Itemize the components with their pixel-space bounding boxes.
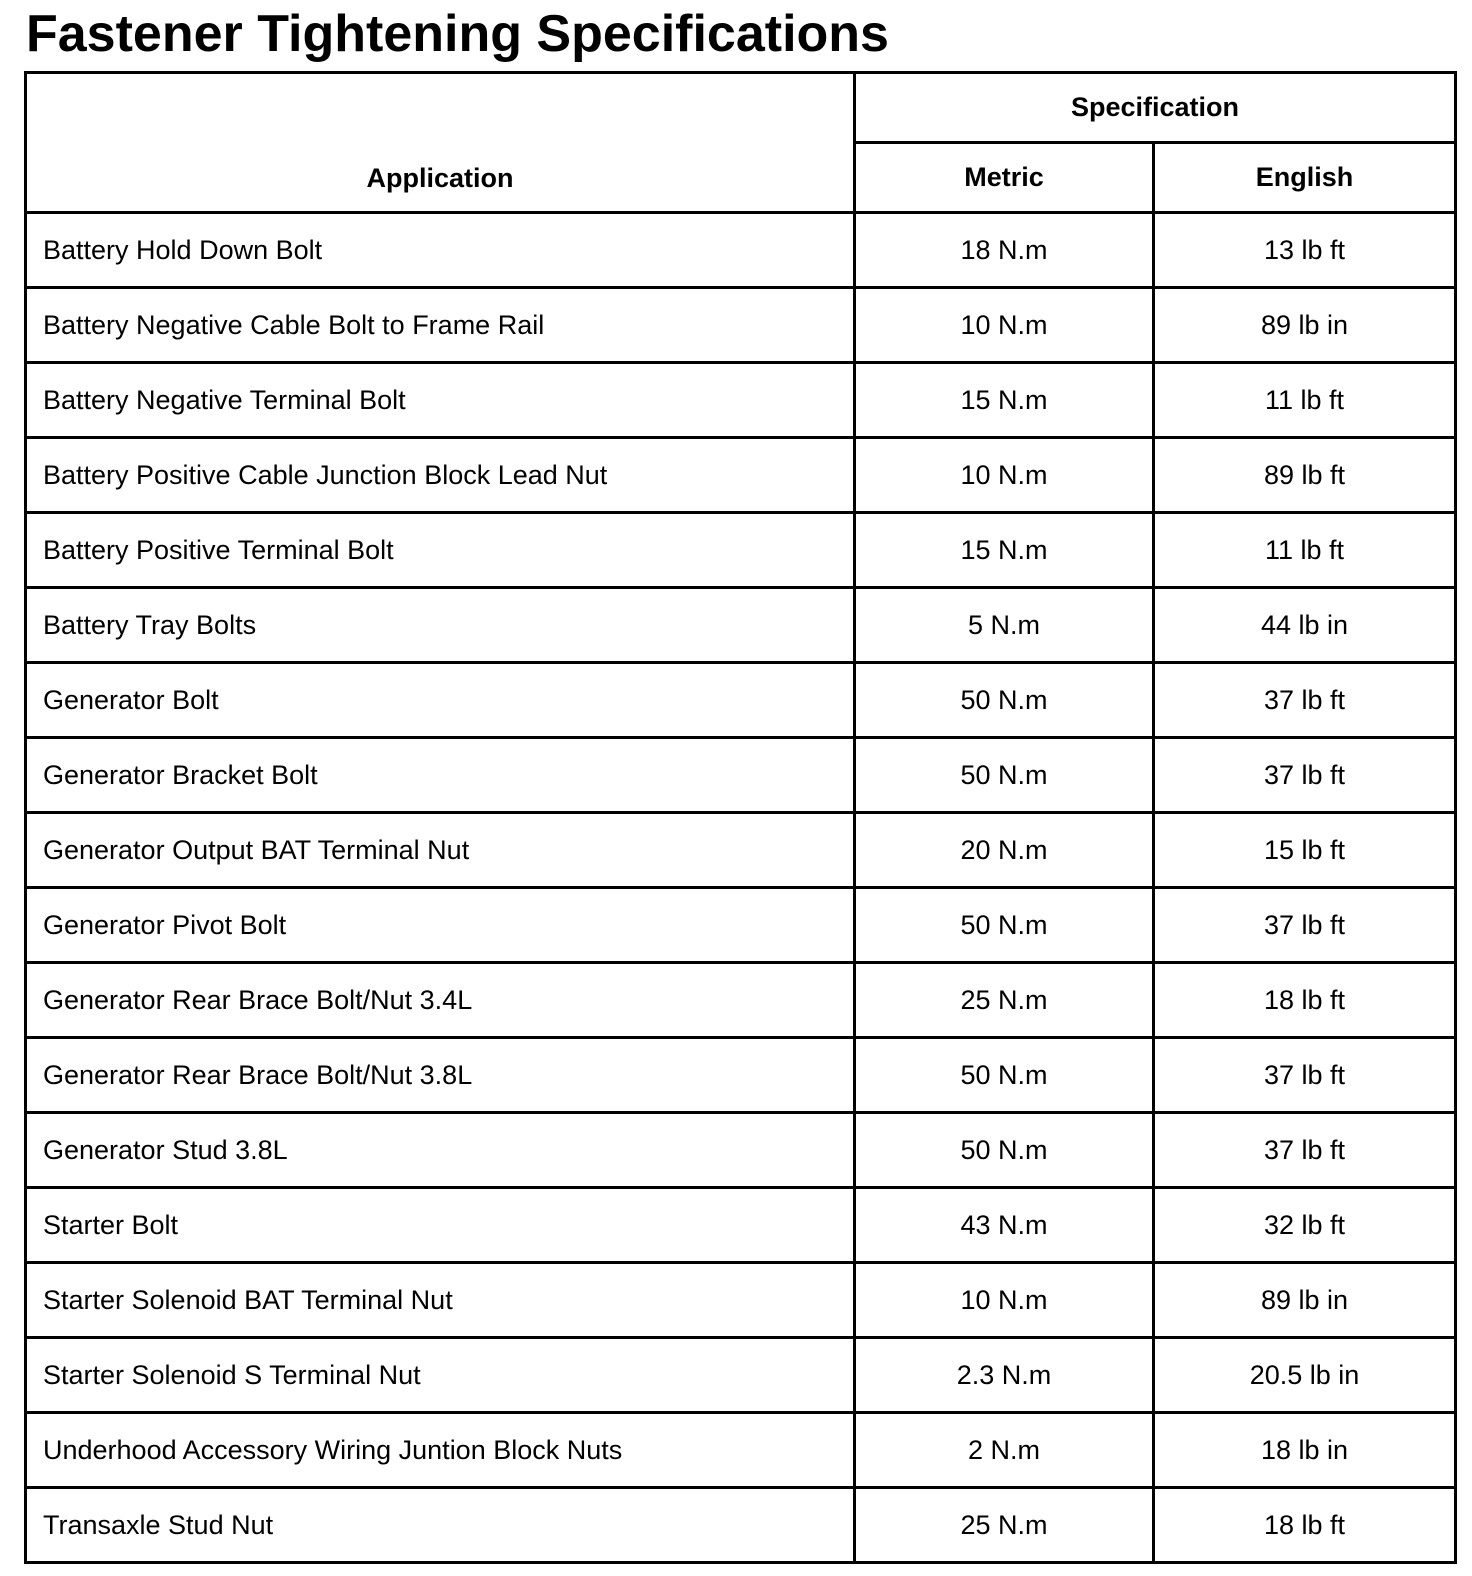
cell-metric: 43 N.m — [855, 1188, 1154, 1263]
table-row — [26, 588, 1456, 663]
cell-english: 89 lb in — [1154, 288, 1456, 363]
cell-metric: 50 N.m — [855, 888, 1154, 963]
cell-english: 44 lb in — [1154, 588, 1456, 663]
table-row — [26, 738, 1456, 813]
table-header — [26, 73, 1456, 213]
table-row — [26, 1188, 1456, 1263]
column-header-english: English — [1154, 143, 1456, 213]
cell-application: Generator Rear Brace Bolt/Nut 3.8L — [26, 1038, 855, 1113]
column-header-metric: Metric — [855, 143, 1154, 213]
cell-application: Generator Stud 3.8L — [26, 1113, 855, 1188]
cell-application: Transaxle Stud Nut — [26, 1488, 855, 1563]
cell-english: 37 lb ft — [1154, 1038, 1456, 1113]
cell-application: Starter Solenoid S Terminal Nut — [26, 1338, 855, 1413]
cell-english: 37 lb ft — [1154, 738, 1456, 813]
cell-metric: 25 N.m — [855, 1488, 1154, 1563]
cell-metric: 10 N.m — [855, 438, 1154, 513]
header-row — [26, 73, 1456, 143]
cell-application: Battery Positive Cable Junction Block Lead Nut — [26, 438, 855, 513]
cell-application: Battery Positive Terminal Bolt — [26, 513, 855, 588]
cell-application: Battery Negative Terminal Bolt — [26, 363, 855, 438]
column-header-application: Application — [26, 73, 855, 213]
cell-application: Starter Bolt — [26, 1188, 855, 1263]
table-row — [26, 513, 1456, 588]
cell-metric: 2.3 N.m — [855, 1338, 1154, 1413]
cell-english: 32 lb ft — [1154, 1188, 1456, 1263]
cell-metric: 15 N.m — [855, 513, 1154, 588]
cell-metric: 50 N.m — [855, 738, 1154, 813]
table-row — [26, 438, 1456, 513]
cell-metric: 18 N.m — [855, 213, 1154, 288]
cell-english: 37 lb ft — [1154, 1113, 1456, 1188]
table-row — [26, 363, 1456, 438]
cell-metric: 25 N.m — [855, 963, 1154, 1038]
cell-metric: 20 N.m — [855, 813, 1154, 888]
cell-english: 11 lb ft — [1154, 513, 1456, 588]
table-row — [26, 888, 1456, 963]
cell-application: Generator Pivot Bolt — [26, 888, 855, 963]
cell-metric: 50 N.m — [855, 1038, 1154, 1113]
cell-application: Battery Negative Cable Bolt to Frame Rail — [26, 288, 855, 363]
cell-metric: 50 N.m — [855, 663, 1154, 738]
cell-english: 37 lb ft — [1154, 888, 1456, 963]
cell-english: 13 lb ft — [1154, 213, 1456, 288]
table-row — [26, 1263, 1456, 1338]
cell-metric: 50 N.m — [855, 1113, 1154, 1188]
cell-application: Generator Bracket Bolt — [26, 738, 855, 813]
table-row — [26, 813, 1456, 888]
cell-english: 18 lb ft — [1154, 1488, 1456, 1563]
cell-english: 89 lb ft — [1154, 438, 1456, 513]
cell-english: 18 lb ft — [1154, 963, 1456, 1038]
cell-metric: 15 N.m — [855, 363, 1154, 438]
table-row — [26, 213, 1456, 288]
table-row — [26, 1413, 1456, 1488]
table-row — [26, 1113, 1456, 1188]
cell-application: Battery Hold Down Bolt — [26, 213, 855, 288]
cell-metric: 10 N.m — [855, 1263, 1154, 1338]
table-row — [26, 288, 1456, 363]
cell-application: Generator Bolt — [26, 663, 855, 738]
cell-english: 11 lb ft — [1154, 363, 1456, 438]
cell-application: Generator Output BAT Terminal Nut — [26, 813, 855, 888]
cell-application: Battery Tray Bolts — [26, 588, 855, 663]
cell-english: 15 lb ft — [1154, 813, 1456, 888]
table-row — [26, 1038, 1456, 1113]
cell-english: 37 lb ft — [1154, 663, 1456, 738]
cell-english: 20.5 lb in — [1154, 1338, 1456, 1413]
column-group-header-specification: Specification — [855, 73, 1456, 143]
cell-english: 89 lb in — [1154, 1263, 1456, 1338]
page-title: Fastener Tightening Specifications — [26, 5, 889, 63]
cell-application: Starter Solenoid BAT Terminal Nut — [26, 1263, 855, 1338]
table-row — [26, 1338, 1456, 1413]
cell-metric: 5 N.m — [855, 588, 1154, 663]
table-body — [26, 213, 1456, 1563]
cell-metric: 10 N.m — [855, 288, 1154, 363]
fastener-spec-table — [24, 71, 1457, 1564]
cell-metric: 2 N.m — [855, 1413, 1154, 1488]
table-row — [26, 663, 1456, 738]
cell-english: 18 lb in — [1154, 1413, 1456, 1488]
table-row — [26, 963, 1456, 1038]
table-row — [26, 1488, 1456, 1563]
cell-application: Underhood Accessory Wiring Juntion Block Nuts — [26, 1413, 855, 1488]
cell-application: Generator Rear Brace Bolt/Nut 3.4L — [26, 963, 855, 1038]
